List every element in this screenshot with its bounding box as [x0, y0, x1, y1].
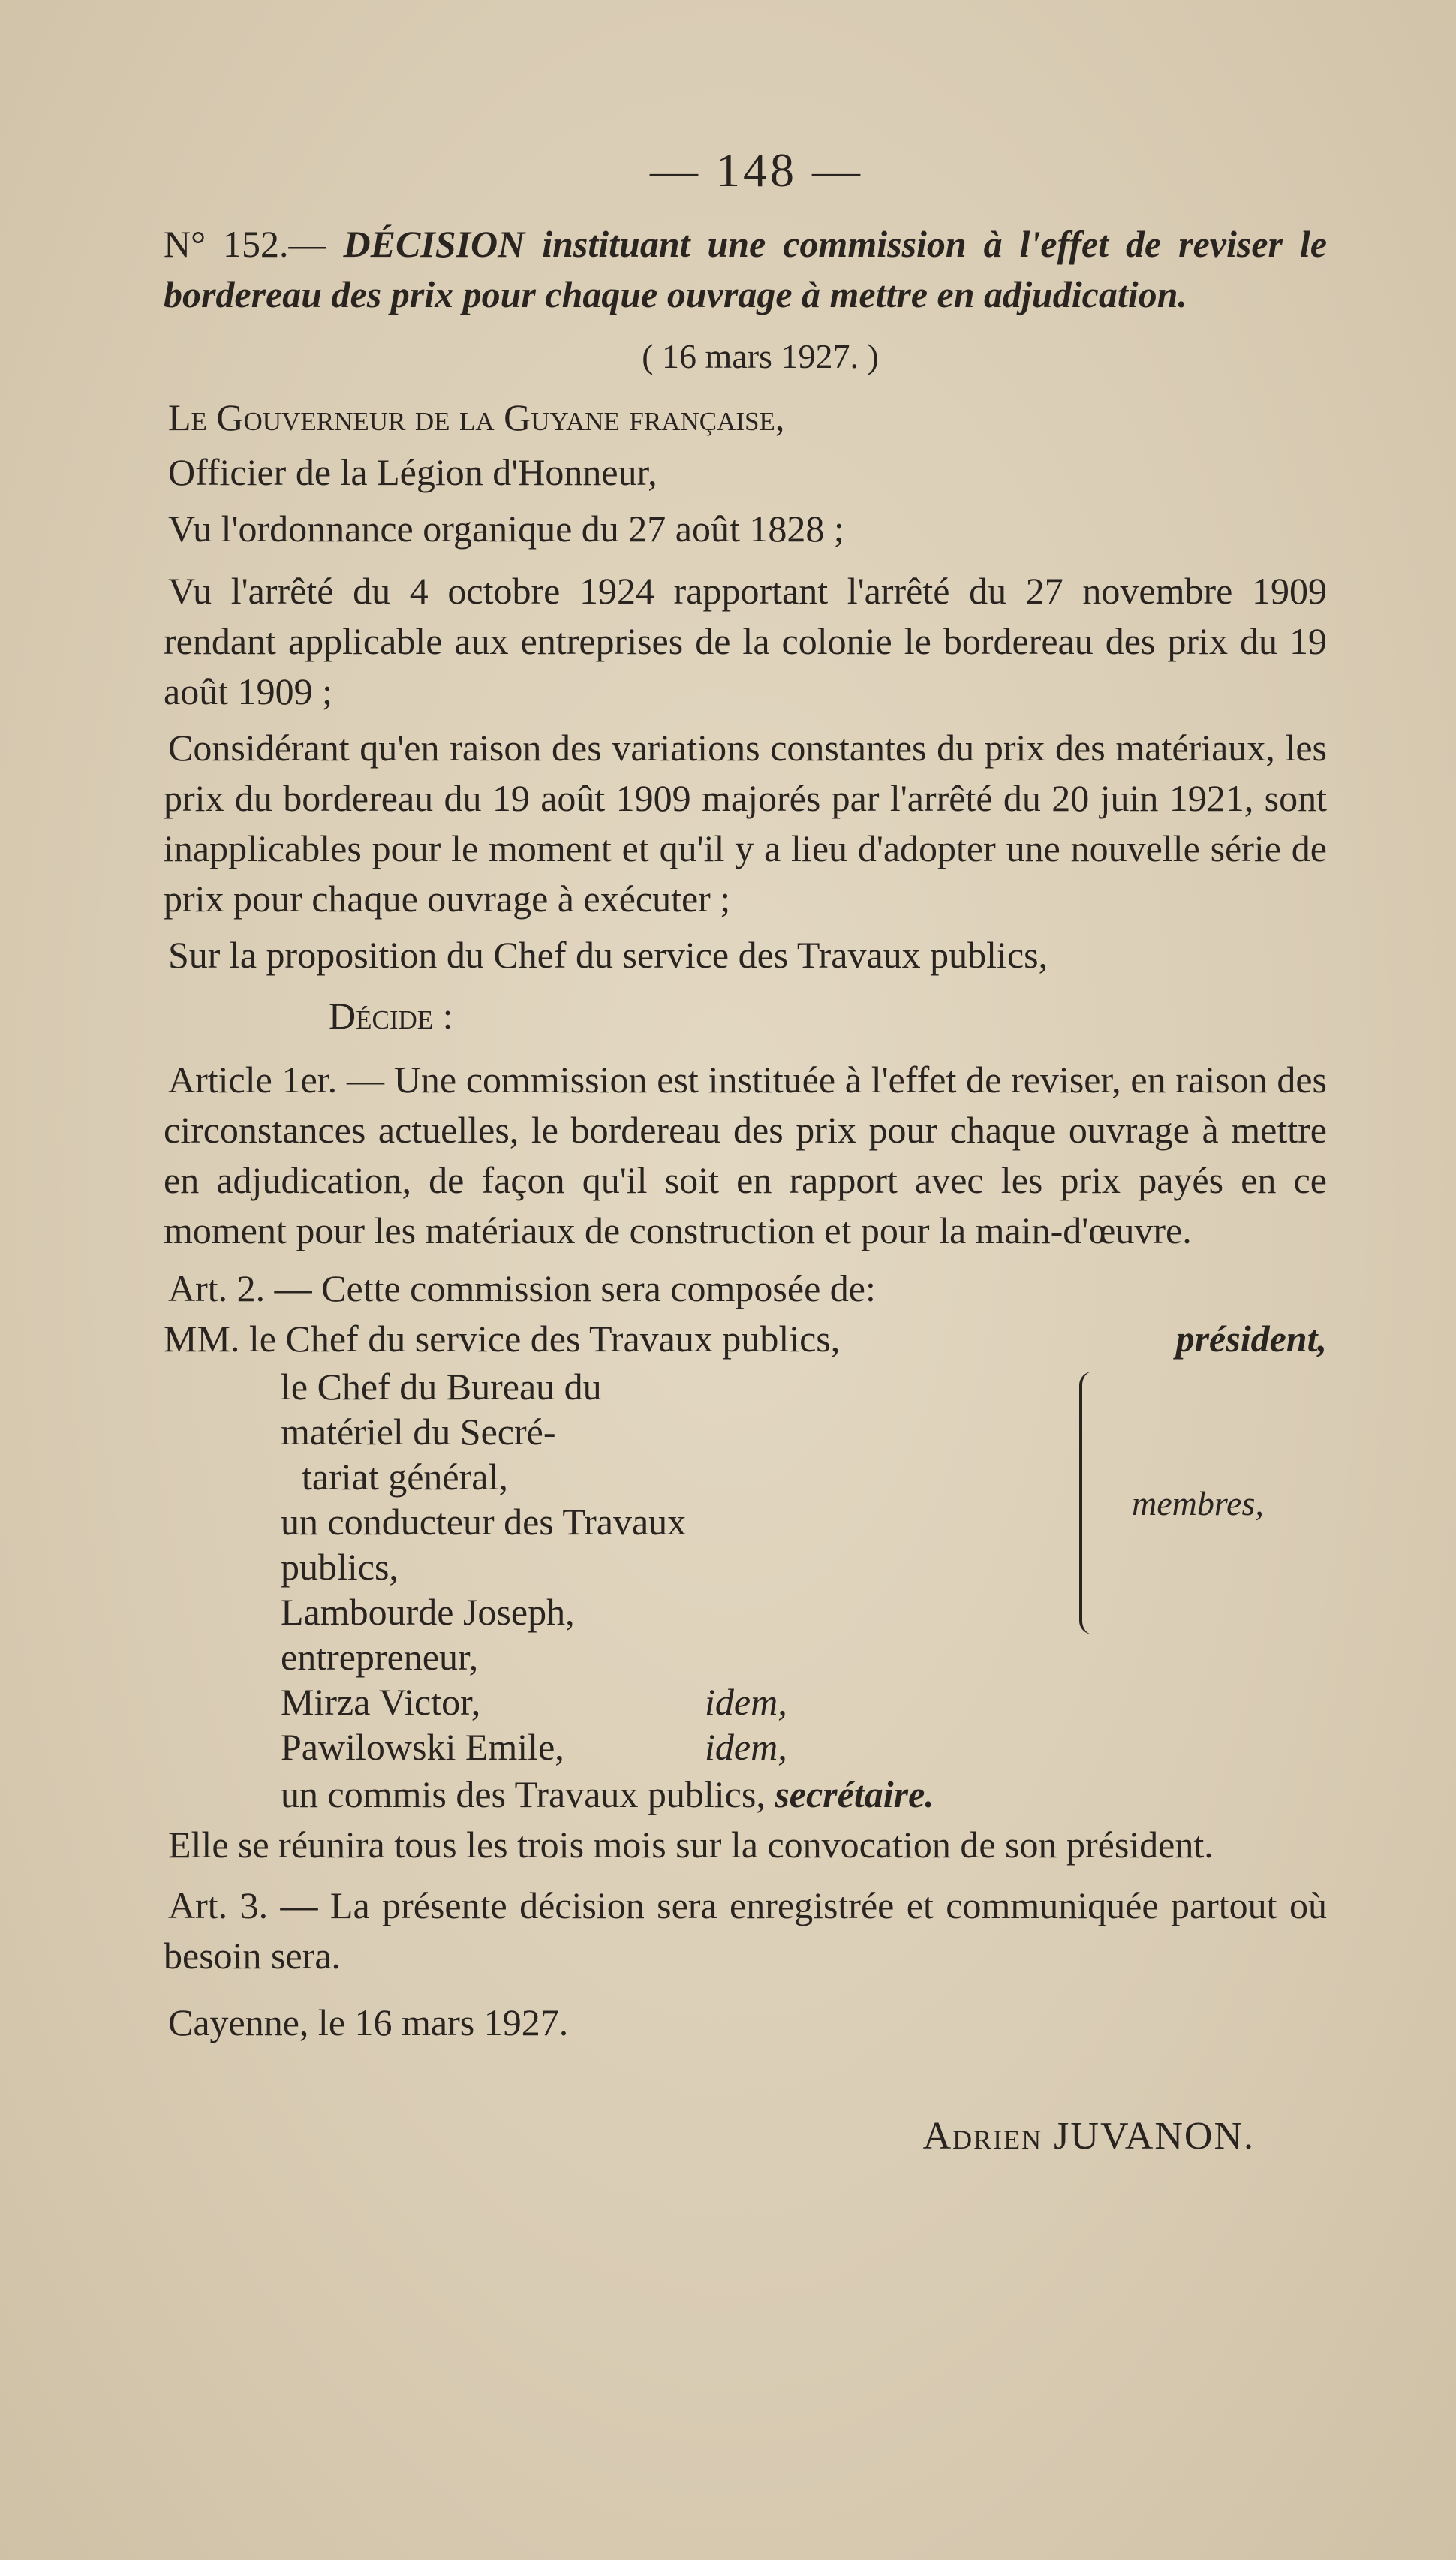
governor-line: Le Gouverneur de la Guyane française,	[168, 396, 785, 438]
decide-heading: Décide :	[329, 995, 453, 1037]
member-name: un conducteur des Travaux publics,	[281, 1501, 687, 1588]
signature: Adrien JUVANON.	[922, 2115, 1255, 2158]
member-row	[281, 1589, 1327, 1679]
member-name: le Chef du Bureau du matériel du Secré-	[281, 1366, 602, 1453]
article-3: Art. 3. — La présente décision sera enregistrée et communiquée partout où besoin sera.	[164, 1884, 1327, 1977]
members-label: membres,	[1132, 1484, 1264, 1522]
clerk-role: secrétaire.	[775, 1773, 934, 1815]
governor-title-line: Officier de la Légion d'Honneur,	[168, 451, 657, 493]
member-name: Mirza Victor,	[281, 1681, 481, 1723]
article-2-closing: Elle se réunira tous les trois mois sur la convocation de son président.	[168, 1824, 1214, 1866]
member-row	[281, 1679, 1327, 1724]
members-brace	[1079, 1372, 1093, 1634]
decision-title	[164, 219, 1327, 320]
article-2-president-line	[164, 1314, 1327, 1364]
article-1: Article 1er. — Une commission est instituée à l'effet de reviser, en raison des circonstances actuelles, le bordereau des prix pour chaque ouvrage à mettre en adjudication, de façon qu'il soit en rapport avec les prix payés en ce moment pour les matériaux de construction et pour la main-d'œuvre.	[164, 1059, 1327, 1251]
vu-ordonnance: Vu l'ordonnance organique du 27 août 1828 ;	[168, 507, 844, 550]
clerk-text: un commis des Travaux publics,	[281, 1773, 766, 1815]
member-name: Lambourde Joseph, entrepreneur,	[281, 1591, 575, 1678]
decision-number: N° 152.—	[164, 223, 326, 265]
member-name: tariat général,	[302, 1456, 508, 1498]
document-body	[164, 143, 1327, 2158]
member-role: idem,	[705, 1681, 787, 1723]
considerant-paragraph: Considérant qu'en raison des variations constantes du prix des matériaux, les prix du bordereau du 19 août 1909 majorés par l'arrêté du 20 juin 1921, sont inapplicables pour le moment et qu'il y a lieu d'adopter une nouvelle série de prix pour chaque ouvrage à exécuter ;	[164, 727, 1327, 920]
member-row	[281, 1724, 1327, 1769]
decision-title-text: DÉCISION instituant une commission à l'effet de reviser le bordereau des prix pour chaque ouvrage à mettre en adjudication.	[164, 223, 1328, 315]
clerk-row	[281, 1769, 1327, 1820]
member-name: Pawilowski Emile,	[281, 1726, 564, 1768]
vu-arrete: Vu l'arrêté du 4 octobre 1924 rapportant l'arrêté du 27 novembre 1909 rendant applicable aux entreprises de la colonie le bordereau des prix du 19 août 1909 ;	[164, 570, 1327, 712]
members-list	[164, 1364, 1327, 1820]
place-and-date: Cayenne, le 16 mars 1927.	[168, 2001, 569, 2043]
member-row	[281, 1364, 1327, 1454]
member-role: idem,	[705, 1726, 787, 1768]
proposition-paragraph: Sur la proposition du Chef du service des Travaux publics,	[168, 934, 1048, 976]
page-number: — 148 —	[650, 143, 863, 197]
president-line-text: MM. le Chef du service des Travaux publics,	[164, 1318, 841, 1360]
president-role: président,	[1175, 1318, 1327, 1360]
decision-date: ( 16 mars 1927. )	[642, 337, 879, 375]
article-2-intro: Art. 2. — Cette commission sera composée de:	[168, 1267, 876, 1309]
